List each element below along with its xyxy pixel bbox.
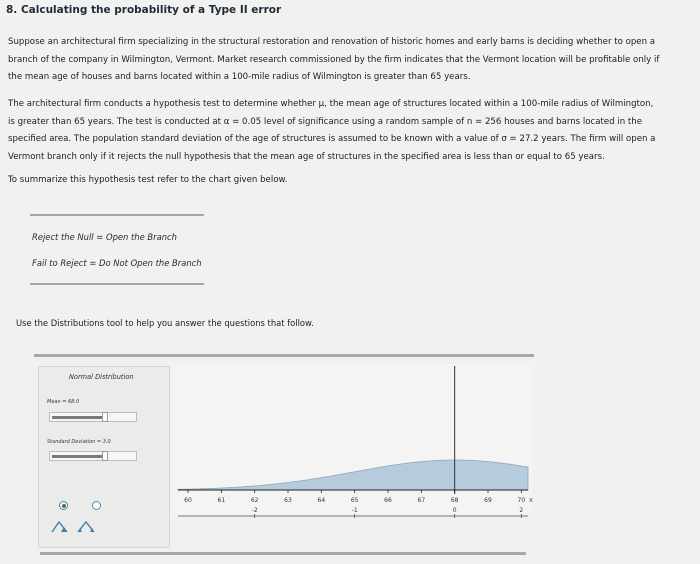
two-tail-icon[interactable] (77, 519, 101, 533)
x-tick-label: 63 (284, 497, 292, 504)
question-title: 8. Calculating the probability of a Type II error (6, 4, 282, 16)
summary-chart-bottom-rule (30, 283, 204, 285)
panel-title: Normal Distribution (69, 373, 134, 381)
tool-bottom-border (40, 552, 526, 555)
mean-slider-thumb[interactable] (102, 412, 108, 422)
test-line: Vermont branch only if it rejects the null hypothesis that the mean age of structures in the specified area is less than or equal to 65 years. (8, 151, 605, 162)
z-tick-label: -2 (251, 507, 258, 514)
scenario-line: branch of the company in Wilmington, Vermont. Market research commissioned by the firm indicates that the Vermont location will be profitable only if (8, 54, 660, 65)
tool-top-border (34, 354, 534, 357)
one-tail-radio[interactable] (59, 501, 68, 510)
x-tick-label: 61 (217, 497, 226, 504)
x-axis-end-label: X (529, 498, 533, 504)
x-tick-label: 70 (517, 497, 526, 504)
sd-slider[interactable] (49, 451, 137, 461)
mean-label: Mean = 68.0 (47, 399, 80, 405)
sd-slider-fill (52, 455, 104, 458)
x-tick-label: 62 (250, 497, 259, 504)
x-tick-label: 60 (184, 497, 192, 504)
mean-slider[interactable] (49, 412, 137, 422)
fail-to-reject-option: Fail to Reject = Do Not Open the Branch (32, 258, 202, 268)
summary-chart-top-rule (30, 214, 204, 216)
x-tick-label: 66 (384, 497, 392, 504)
x-tick-label: 68 (450, 497, 459, 504)
x-tick-label: 67 (417, 497, 426, 504)
test-line: is greater than 65 years. The test is conducted at α = 0.05 level of significance using a random sample of n = 256 houses and barns located in the (8, 116, 643, 127)
sd-label: Standard Deviation = 3.0 (47, 439, 111, 445)
mean-slider-fill (52, 416, 104, 419)
z-tick-label: -1 (351, 507, 358, 514)
x-tick-label: 65 (350, 497, 359, 504)
normal-distribution-chart (174, 364, 532, 550)
one-tail-icon[interactable] (51, 519, 75, 533)
two-tail-radio[interactable] (92, 501, 101, 510)
x-tick-label: 64 (317, 497, 326, 504)
test-line: specified area. The population standard deviation of the age of structures is assumed to be known with a value of σ = 27.2 years. The firm will open a (8, 134, 656, 144)
distributions-tool (34, 354, 536, 560)
scenario-paragraph (8, 34, 684, 87)
z-tick-label: 0 (452, 507, 457, 514)
sd-slider-thumb[interactable] (102, 451, 108, 461)
scenario-line: Suppose an architectural firm specializing in the structural restoration and renovation of historic homes and early barns is deciding whether to open a (8, 37, 656, 47)
scenario-line: the mean age of houses and barns located within a 100-mile radius of Wilmington is greater than 65 years. (8, 72, 471, 82)
x-tick-label: 69 (484, 497, 492, 504)
reject-null-option: Reject the Null = Open the Branch (32, 232, 177, 242)
tool-instructions: Use the Distributions tool to help you answer the questions that follow. (16, 318, 314, 328)
test-description-paragraph (8, 96, 684, 166)
plot-background (174, 364, 532, 514)
control-panel (38, 366, 170, 548)
summary-instruction: To summarize this hypothesis test refer to the chart given below. (8, 175, 288, 185)
test-line: The architectural firm conducts a hypothesis test to determine whether μ, the mean age of structures located within a 100-mile radius of Wilmington, (8, 99, 654, 109)
z-tick-label: 2 (519, 507, 524, 514)
